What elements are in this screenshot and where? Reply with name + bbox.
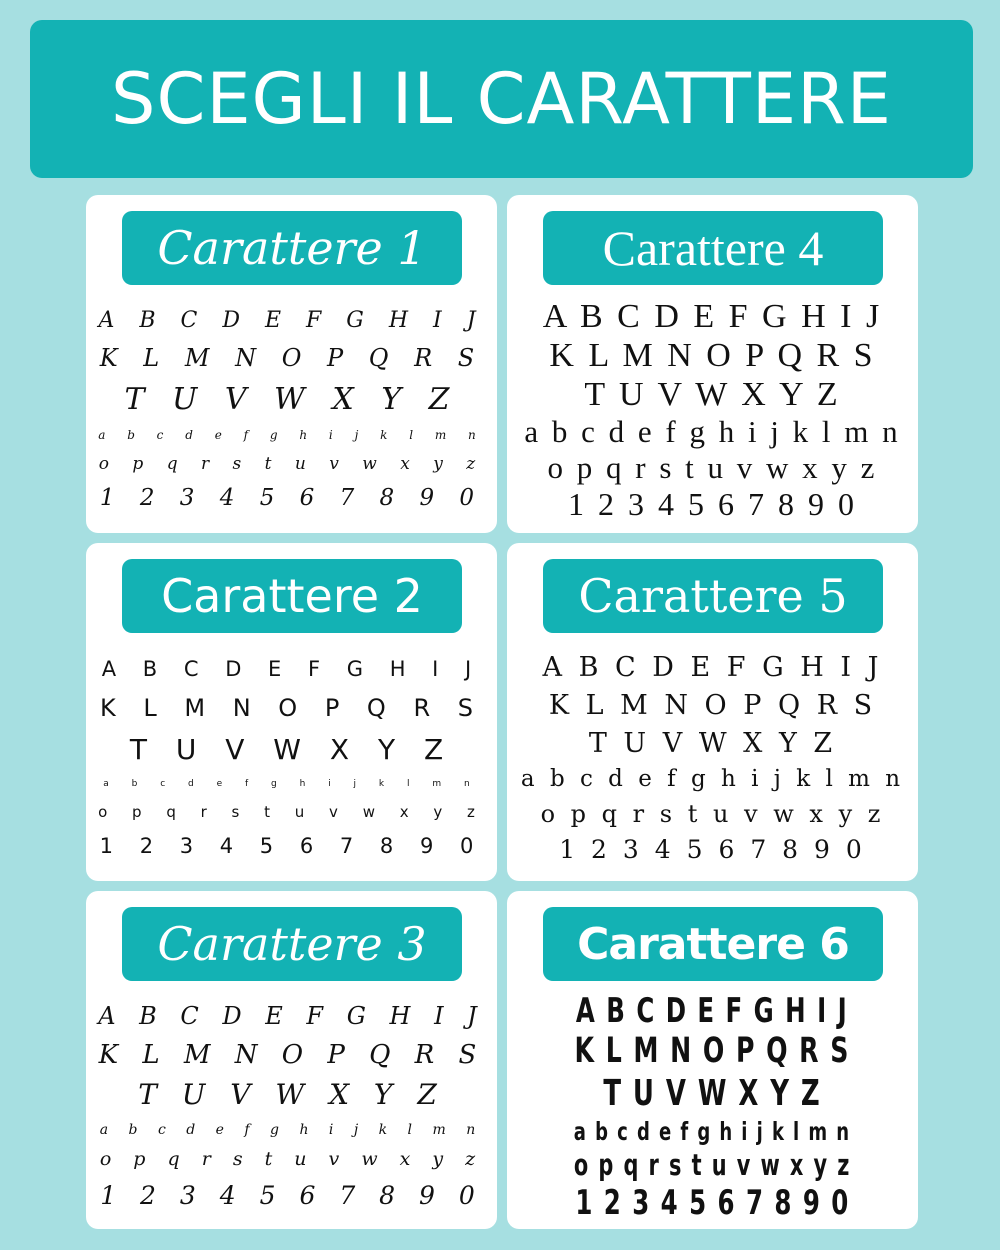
uppercase-line-2: K L M N O P Q R S — [574, 1031, 851, 1072]
numbers-line: 1 2 3 4 5 6 7 8 9 0 — [100, 1180, 483, 1210]
uppercase-line-2: K L M N O P Q R S — [99, 344, 484, 373]
font-label-box-4 — [543, 211, 883, 285]
lowercase-line-1: a b c d e f g h i j k l m n — [103, 779, 480, 789]
font-label-box-3 — [122, 907, 462, 981]
lowercase-line-2: o p q r s t u v w x y z — [98, 803, 485, 821]
font-label-box-5 — [543, 559, 883, 633]
font-label-2: Carattere 2 — [161, 569, 423, 623]
uppercase-line-2: K L M N O P Q R S — [549, 336, 876, 374]
uppercase-line-1: A B C D E F G H I J — [101, 657, 482, 681]
font-sample-5 — [507, 643, 918, 873]
numbers-line: 1 2 3 4 5 6 7 8 9 0 — [559, 835, 866, 864]
lowercase-line-2: o p q r s t u v w x y z — [573, 1147, 852, 1182]
uppercase-line-3: T U V W X Y Z — [124, 381, 459, 417]
font-label-3: Carattere 3 — [157, 917, 427, 971]
lowercase-line-2: o p q r s t u v w x y z — [547, 450, 878, 486]
lowercase-line-1: a b c d e f g h i j k l m n — [520, 766, 905, 792]
uppercase-line-3: T U V W X Y Z — [603, 1073, 822, 1115]
font-card-6[interactable] — [507, 891, 918, 1229]
font-sample-3 — [86, 991, 497, 1221]
uppercase-line-2: K L M N O P Q R S — [98, 1039, 485, 1070]
lowercase-line-1: a b c d e f g h i j k l m n — [98, 428, 485, 443]
uppercase-line-3: T U V W X Y Z — [138, 1078, 445, 1112]
uppercase-line-1: A B C D E F G H I J — [542, 297, 883, 335]
font-label-box-6 — [543, 907, 883, 981]
numbers-line: 1 2 3 4 5 6 7 8 9 0 — [568, 486, 857, 523]
font-sample-4 — [507, 295, 918, 525]
uppercase-line-1: A B C D E F G H I J — [576, 990, 849, 1031]
font-label-box-1 — [122, 211, 462, 285]
lowercase-line-1: a b c d e f g h i j k l m n — [574, 1116, 851, 1146]
uppercase-line-2: K L M N O P Q R S — [548, 690, 877, 721]
lowercase-line-2: o p q r s t u v w x y z — [540, 800, 885, 828]
uppercase-line-1: A B C D E F G H I J — [542, 652, 883, 683]
font-card-5[interactable] — [507, 543, 918, 881]
header-banner — [30, 20, 973, 178]
uppercase-line-1: A B C D E F G H I J — [98, 1002, 485, 1031]
font-sample-1 — [86, 295, 497, 525]
font-sample-2 — [86, 643, 497, 873]
uppercase-line-2: K L M N O P Q R S — [100, 694, 483, 722]
uppercase-line-3: T U V W X Y Z — [588, 728, 837, 759]
font-label-6: Carattere 6 — [577, 918, 849, 970]
numbers-line: 1 2 3 4 5 6 7 8 9 0 — [99, 834, 484, 858]
lowercase-line-1: a b c d e f g h i j k l m n — [524, 414, 901, 450]
lowercase-line-2: o p q r s t u v w x y z — [98, 453, 485, 474]
uppercase-line-3: T U V W X Y Z — [584, 375, 841, 413]
numbers-line: 1 2 3 4 5 6 7 8 9 0 — [575, 1183, 850, 1224]
font-card-3[interactable] — [86, 891, 497, 1229]
font-label-box-2 — [122, 559, 462, 633]
numbers-line: 1 2 3 4 5 6 7 8 9 0 — [99, 485, 484, 512]
lowercase-line-1: a b c d e f g h i j k l m n — [99, 1121, 484, 1138]
page-title: SCEGLI IL CARATTERE — [111, 58, 892, 140]
font-card-1[interactable] — [86, 195, 497, 533]
font-label-4: Carattere 4 — [602, 220, 824, 276]
uppercase-line-1: A B C D E F G H I J — [98, 307, 485, 333]
font-label-1: Carattere 1 — [157, 221, 427, 275]
uppercase-line-3: T U V W X Y Z — [129, 733, 454, 766]
font-card-4[interactable] — [507, 195, 918, 533]
font-label-5: Carattere 5 — [578, 569, 848, 623]
lowercase-line-2: o p q r s t u v w x y z — [99, 1148, 484, 1171]
font-sample-6 — [507, 987, 918, 1227]
font-card-2[interactable] — [86, 543, 497, 881]
